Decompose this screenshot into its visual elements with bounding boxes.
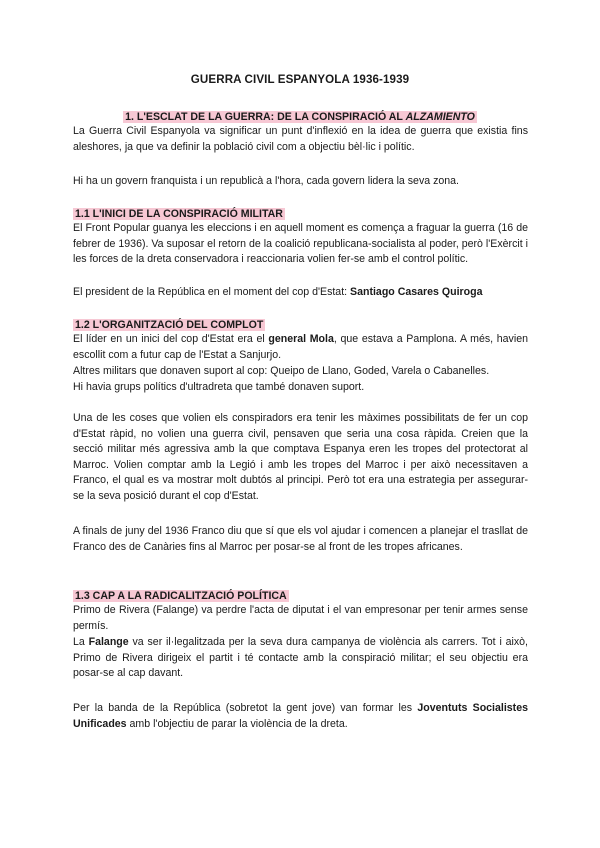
section-1-2-paragraph-3: Hi havia grups polítics d'ultradreta que també donaven suport.: [73, 381, 365, 393]
president-name: Santiago Casares Quiroga: [350, 286, 483, 298]
section-1-3-paragraph-2: [73, 635, 528, 682]
section-1-heading-text: 1. L'ESCLAT DE LA GUERRA: DE LA CONSPIRACIÓ AL: [125, 111, 406, 123]
document-title: [0, 73, 600, 86]
section-1-3-heading: [73, 587, 289, 604]
jsu-pre: Per la banda de la República (sobretot la gent jove) van formar les: [73, 702, 418, 714]
document-title-text: GUERRA CIVIL ESPANYOLA 1936-1939: [190, 73, 410, 86]
section-1-2-paragraph-1: [73, 332, 528, 363]
jsu-post: amb l'objectiu de parar la violència de la dreta.: [126, 717, 348, 730]
section-1-2-paragraph-4: Una de les coses que volien els conspiradors era tenir les màximes possibilitats de fer un cop d'Estat ràpid, no volien una guerra civil, pensaven que seria una cosa ràpida. Creien que la secció militar més agressiva amb la que comptava Espanya eren les tropes del protectorat al Marroc. Volien comptar amb la Legió i amb les tropes del Marroc i per això necessitaven a Franco, el qual es va mostrar molt dubtós al principi. Però tot era una estrategia per assegurar-se la seva posició durant el cop d'Estat.: [73, 412, 528, 502]
section-1-intro: La Guerra Civil Espanyola va significar un punt d'inflexió en la idea de guerra que existia fins aleshores, ja que va definir la població civil com a objectiu bèl·lic i polític.: [73, 125, 528, 153]
section-1-1-paragraph-2: [73, 285, 528, 301]
section-1-3-paragraph-1: Primo de Rivera (Falange) va perdre l'acta de diputat i el van empresonar per tenir armes sense permís.: [73, 604, 528, 632]
falange-pre: La: [73, 636, 89, 648]
section-1-2-paragraph-5: A finals de juny del 1936 Franco diu que sí que els vol ajudar i comencen a planejar el trasllat de Franco des de Canàries fins al Marroc per posar-se al front de les tropes africanes.: [73, 525, 528, 553]
section-1-1-heading-text: 1.1 L'INICI DE LA CONSPIRACIÓ MILITAR: [75, 208, 283, 220]
section-1-1-heading: [73, 205, 285, 222]
section-1-heading-highlight: [123, 111, 477, 123]
section-1-2-heading-text: 1.2 L'ORGANITZACIÓ DEL COMPLOT: [75, 319, 264, 331]
falange-post: va ser il·legalitzada per la seva dura campanya de violència als carrers. Tot i això, Primo de Rivera dirigeix el partit i té contacte amb la conspiració militar; el seu objectiu era posar-se al cap davant.: [73, 636, 529, 680]
president-label: El president de la República en el moment del cop d'Estat:: [73, 286, 351, 298]
section-1-heading-emphasis: ALZAMIENTO: [405, 111, 475, 123]
falange-name: Falange: [88, 636, 129, 648]
section-1-1-paragraph-1: El Front Popular guanya les eleccions i en aquell moment es comença a fraguar la guerra (16 de febrer de 1936). Va suposar el retorn de la coalició republicana-socialista al poder, però l'Exèrcit i les forces de la dreta conservadora i reaccionaria volien fer-se amb el control polític.: [73, 222, 528, 266]
mola-pre: El líder en un inici del cop d'Estat era el: [73, 333, 269, 345]
section-1-govern: Hi ha un govern franquista i un republicà a l'hora, cada govern lidera la seva zona.: [73, 175, 459, 187]
section-1-heading: [0, 108, 600, 125]
section-1-3-paragraph-3: [73, 701, 528, 732]
mola-post: , que estava a Pamplona. A més, havien escollit com a futur cap de l'Estat a Sanjurjo.: [73, 333, 528, 361]
jsu-name: Joventuts Socialistes Unificades: [73, 702, 528, 730]
mola-name: general Mola: [268, 333, 334, 345]
section-1-2-paragraph-2: Altres militars que donaven suport al cop: Queipo de Llano, Goded, Varela o Cabanelles.: [73, 365, 490, 377]
section-1-3-heading-text: 1.3 CAP A LA RADICALITZACIÓ POLÍTICA: [75, 590, 287, 602]
section-1-2-heading: [73, 316, 265, 333]
